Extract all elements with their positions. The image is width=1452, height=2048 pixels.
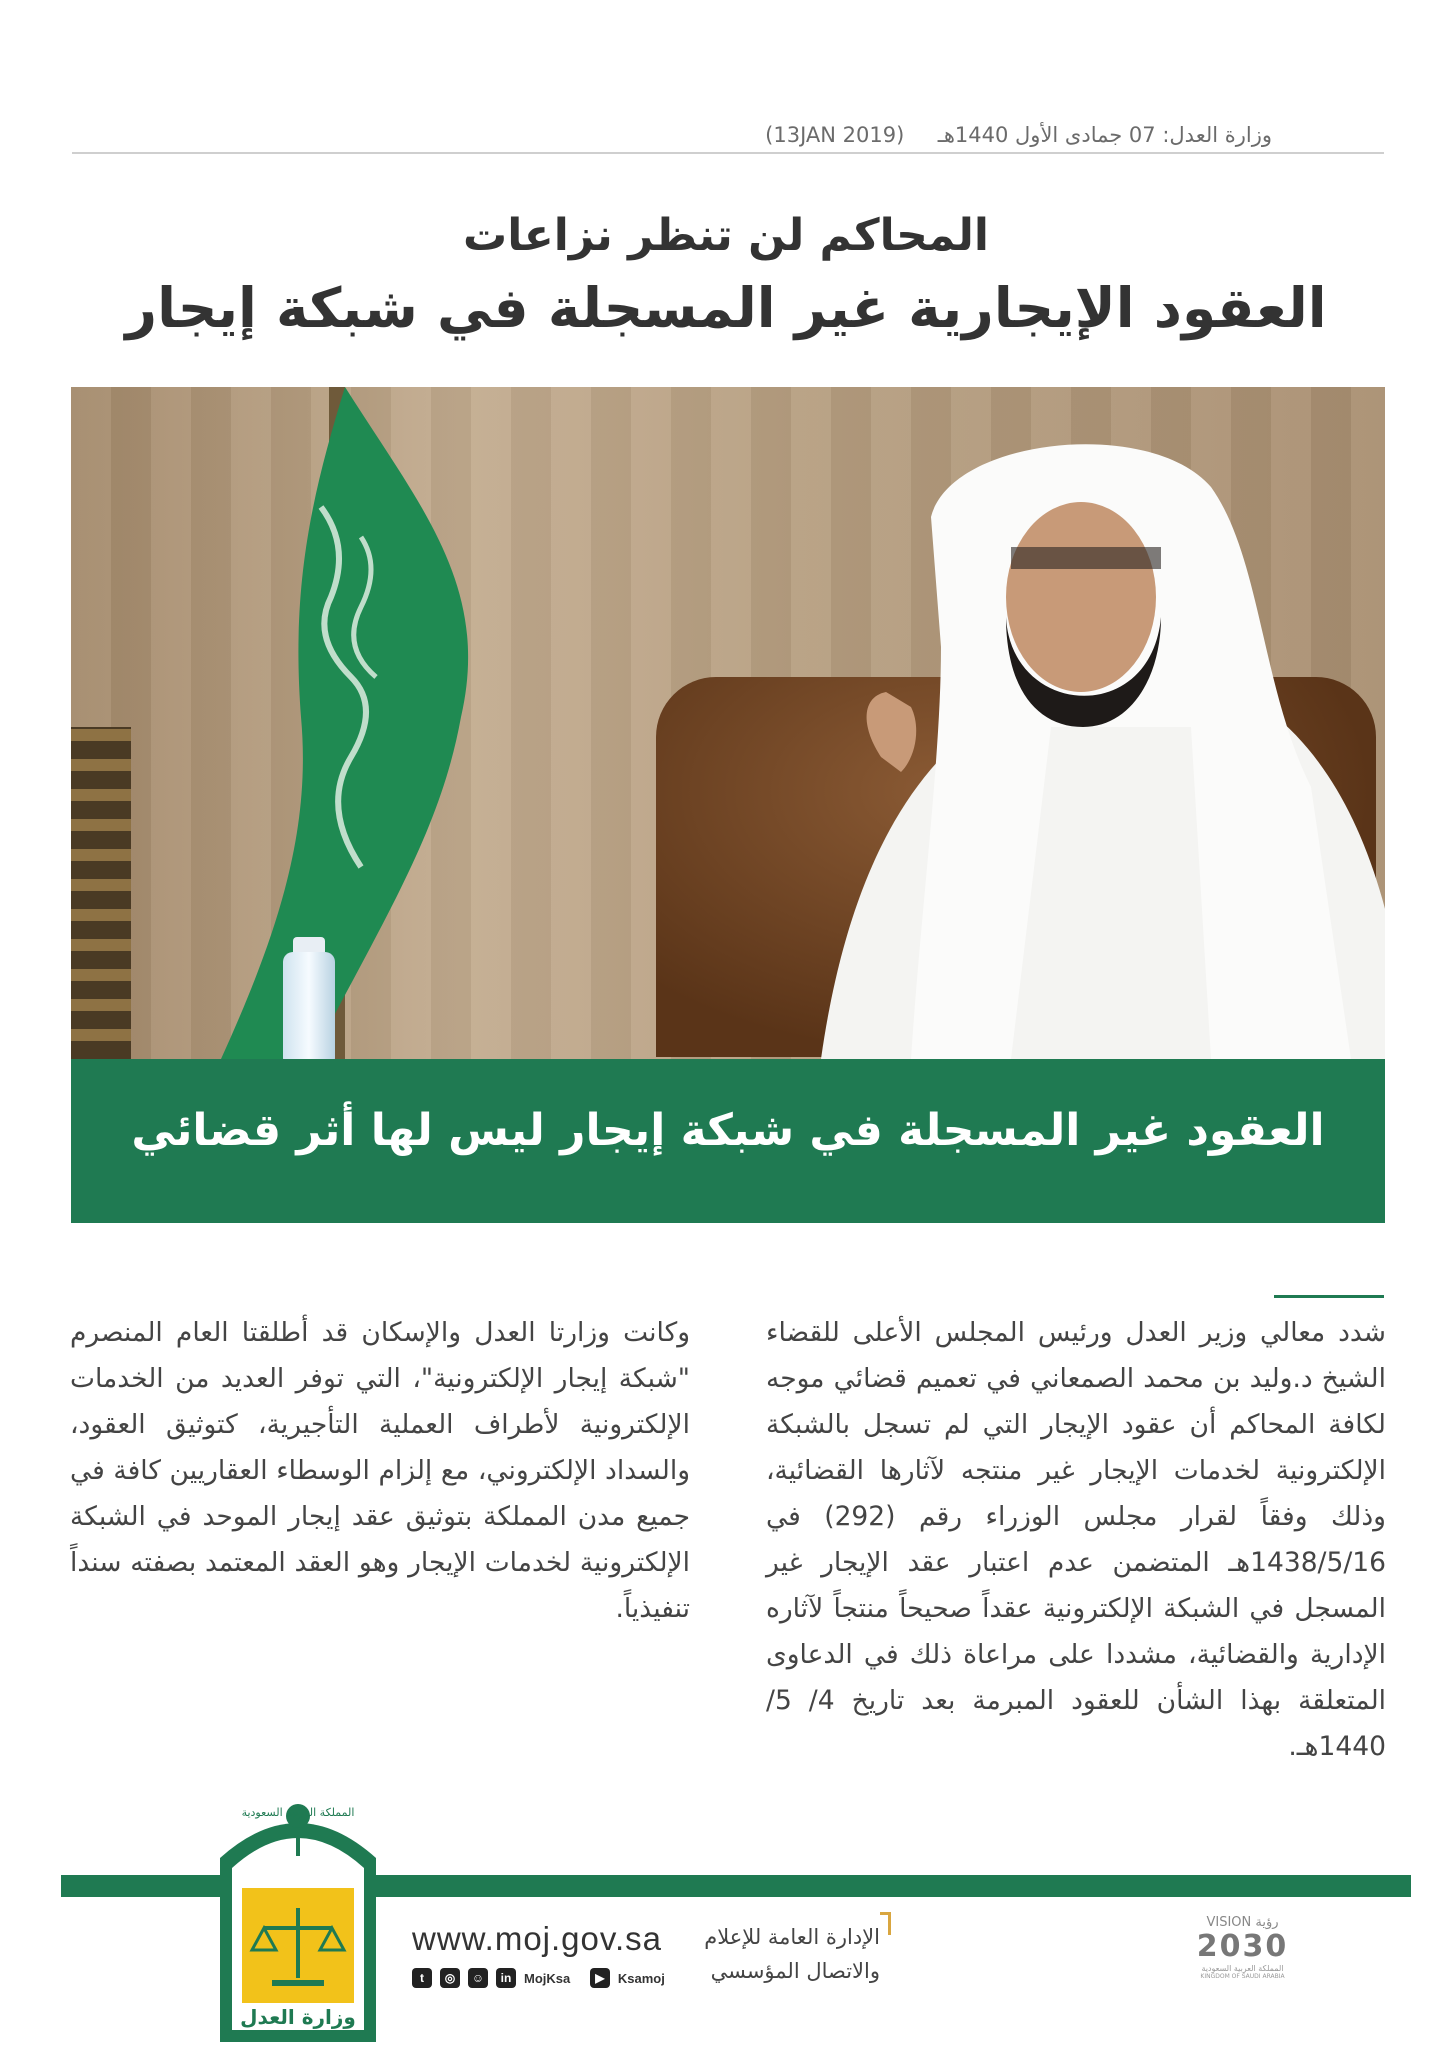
photo-frame — [71, 727, 131, 1059]
header-divider — [72, 152, 1384, 154]
vision-2030-logo — [1190, 1915, 1295, 1995]
logo-text-top: المملكة العربية السعودية — [241, 1806, 355, 1819]
department-line-2: والاتصال المؤسسي — [710, 1959, 880, 1983]
banner-text: العقود غير المسجلة في شبكة إيجار ليس لها أثر قضائي — [131, 1105, 1325, 1156]
snapchat-icon[interactable]: ☺ — [468, 1968, 488, 1988]
article-paragraph-2: وكانت وزارتا العدل والإسكان قد أطلقتا العام المنصرم "شبكة إيجار الإلكترونية"، التي توفر العديد من الخدمات الإلكترونية لأطراف العملية التأجيرية، كتوثيق العقود، والسداد الإلكتروني، مع إلزام الوسطاء العقاريين كافة في جميع مدن المملكة بتوثيق عقد إيجار الموحد في الشبكة الإلكترونية لخدمات الإيجار وهو العقد المعتمد بصفته سنداً تنفيذياً. — [70, 1317, 690, 1624]
header-meta — [72, 123, 1382, 147]
photo-caption-banner — [71, 1059, 1385, 1223]
minister-portrait — [791, 427, 1385, 1059]
twitter-icon[interactable]: t — [412, 1968, 432, 1988]
article-column-left — [70, 1310, 690, 1632]
header-source: وزارة العدل: 07 جمادى الأول 1440هـ — [937, 123, 1272, 147]
handle-youtube[interactable]: Ksamoj — [617, 1970, 665, 1986]
vision-sub-en: KINGDOM OF SAUDI ARABIA — [1200, 1973, 1285, 1980]
header-date: (13JAN 2019) — [765, 123, 905, 147]
vision-year: 2030 — [1196, 1929, 1289, 1964]
department-name — [690, 1920, 880, 1988]
website-link[interactable]: www.moj.gov.sa — [412, 1920, 662, 1957]
column-accent-rule — [1274, 1295, 1384, 1298]
logo-text-bottom: وزارة العدل — [240, 2005, 356, 2029]
linkedin-icon[interactable]: in — [496, 1968, 516, 1988]
handle-primary[interactable]: MojKsa — [524, 1970, 571, 1986]
social-links — [412, 1968, 665, 1988]
instagram-icon[interactable]: ◎ — [440, 1968, 460, 1988]
saudi-flag-image — [161, 387, 541, 1059]
article-paragraph-1: شدد معالي وزير العدل ورئيس المجلس الأعلى للقضاء الشيخ د.وليد بن محمد الصمعاني في تعميم قضائي موجه لكافة المحاكم أن عقود الإيجار التي لم تسجل بالشبكة الإلكترونية لخدمات الإيجار غير منتجه لآثارها القضائية، وذلك وفقاً لقرار مجلس الوزراء رقم (292) في 1438/5/16هـ المتضمن عدم اعتبار عقد الإيجار غير المسجل في الشبكة الإلكترونية عقداً صحيحاً منتجاً لآثاره الإدارية والقضائية، مشددا على مراعاة ذلك في الدعاوى المتعلقة بهذا الشأن للعقود المبرمة بعد تاريخ 4/ 5/ 1440هـ. — [766, 1317, 1386, 1762]
water-bottle — [283, 952, 335, 1059]
department-line-1: الإدارة العامة للإعلام — [704, 1925, 880, 1949]
vision-label: VISION رؤية — [1206, 1915, 1279, 1930]
headline-line-2: العقود الإيجارية غير المسجلة في شبكة إيجار — [125, 276, 1327, 340]
article-column-right — [766, 1310, 1386, 1770]
headline-line-1: المحاكم لن تنظر نزاعات — [463, 210, 989, 261]
dept-bracket-accent — [880, 1912, 891, 1935]
youtube-icon[interactable]: ▶ — [590, 1968, 610, 1988]
vision-sub: المملكة العربية السعودية — [1201, 1964, 1284, 1973]
article-photo — [71, 387, 1385, 1059]
